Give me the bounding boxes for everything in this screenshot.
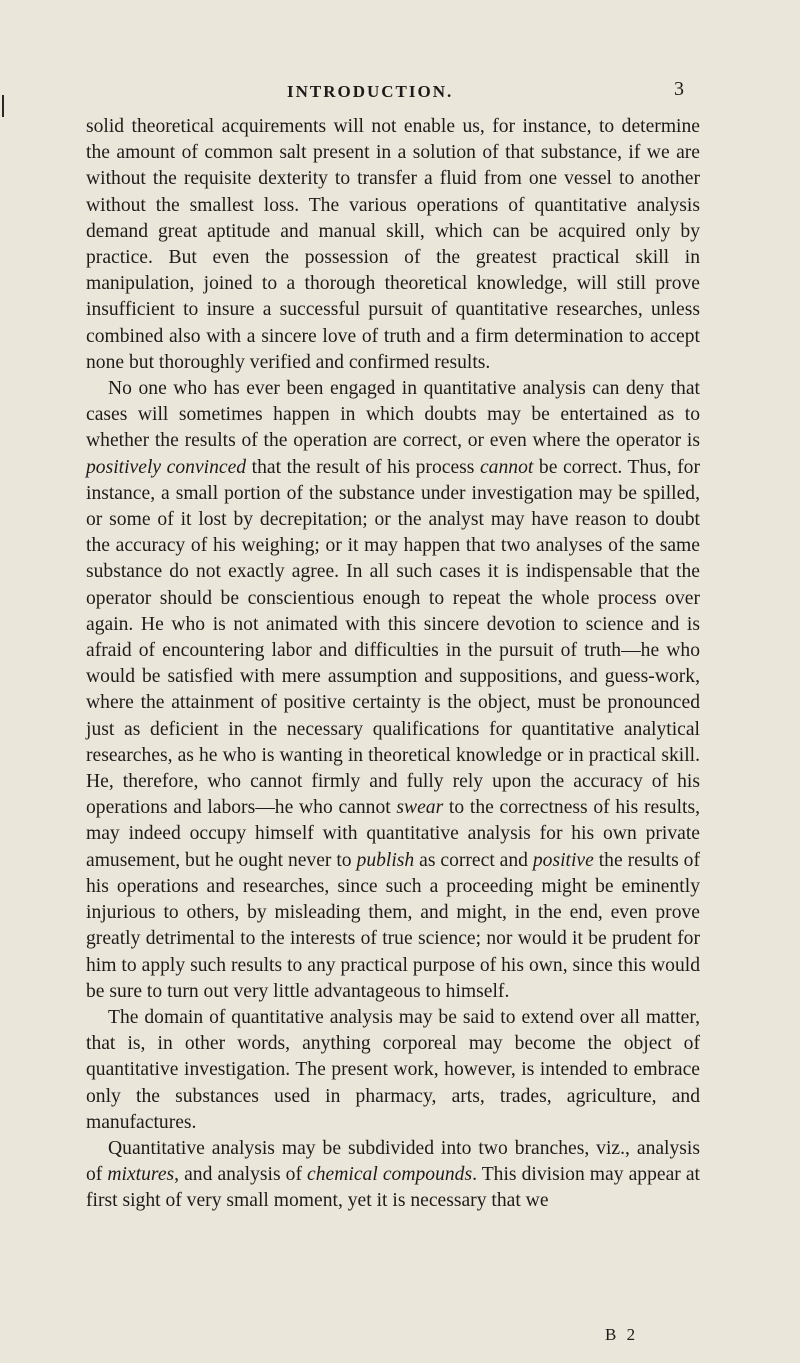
italic-text: publish	[356, 849, 415, 871]
page-number: 3	[674, 78, 684, 100]
running-head	[0, 78, 800, 108]
running-title: INTRODUCTION.	[287, 82, 454, 101]
text-run: be correct. Thus, for instance, a small portion of the substance under investigation may be spilled, or some of it lost by decrepitation; or the analyst may have reason to doubt the accuracy of his weighing; or it may happen that two analyses of the same substance do not exactly agree. In all such cases it is indispensable that the operator should be conscientious enough to repeat the whole process over again. He who is not animated with this sincere devotion to science and is afraid of encountering labor and difficulties in the pursuit of truth—he who would be satisfied with mere assumption and suppositions, and guess-work, where the attainment of positive certainty is the object, must be pronounced just as deficient in the necessary qualifications for quantitative analytical researches, as he who is wanting in theoretical knowledge or in practical skill. He, therefore, who cannot firmly and fully rely upon the accuracy of his operations and labors—he who cannot	[86, 456, 700, 819]
text-run: . This division may appear at first sight of very small moment, yet it is necessary that we	[86, 1164, 701, 1212]
paragraph	[86, 1136, 700, 1215]
italic-text: positive	[532, 849, 594, 871]
signature-mark: B 2	[605, 1325, 639, 1344]
text-run: , and analysis of	[174, 1164, 308, 1186]
text-run: No one who has ever been engaged in quantitative analysis can deny that cases will sometimes happen in which doubts may be entertained as to whether the results of the operation are correct, or even where the operator is	[86, 378, 700, 452]
text-run: The domain of quantitative analysis may be said to extend over all matter, that is, in other words, anything corporeal may become the object of quantitative investigation. The present work, however, is intended to embrace only the substances used in pharmacy, arts, trades, agriculture, and manufactures.	[86, 1006, 700, 1133]
body-text	[86, 114, 700, 1215]
italic-text: cannot	[479, 456, 534, 478]
paragraph	[86, 376, 700, 1005]
text-run: solid theoretical acquirements will not enable us, for instance, to determine the amount of common salt present in a solution of that substance, if we are without the requisite dexterity to transfer a fluid from one vessel to another without the smallest loss. The various operations of quantitative analysis demand great aptitude and manual skill, which can be acquired only by practice. But even the possession of the greatest practical skill in manipulation, joined to a thorough theoretical knowledge, will still prove insufficient to insure a successful pursuit of quantitative researches, unless combined also with a sincere love of truth and a firm determination to accept none but thoroughly verified and confirmed results.	[86, 116, 700, 373]
text-run: Quantitative analysis may be subdivided into two branches, viz., analysis of	[86, 1137, 700, 1186]
italic-text: mixtures	[107, 1164, 175, 1186]
text-run: the results of his operations and researches, since such a proceeding might be eminently injurious to others, by misleading them, and might, in the end, even prove greatly detrimental to the interests of true science; nor would it be prudent for him to apply such results to any practical purpose of his own, since this would be sure to turn out very little advantageous to himself.	[86, 849, 700, 1002]
paragraph	[86, 1005, 700, 1136]
italic-text: positively convinced	[86, 456, 247, 478]
text-run: as correct and	[414, 849, 533, 871]
italic-text: swear	[396, 797, 444, 819]
paragraph	[86, 114, 700, 376]
text-run: to the correctness of his results, may indeed occupy himself with quantitative analysis for his own private amusement, but he ought never to	[86, 797, 701, 871]
text-run: that the result of his process	[246, 456, 480, 478]
italic-text: chemical compounds	[307, 1164, 473, 1186]
